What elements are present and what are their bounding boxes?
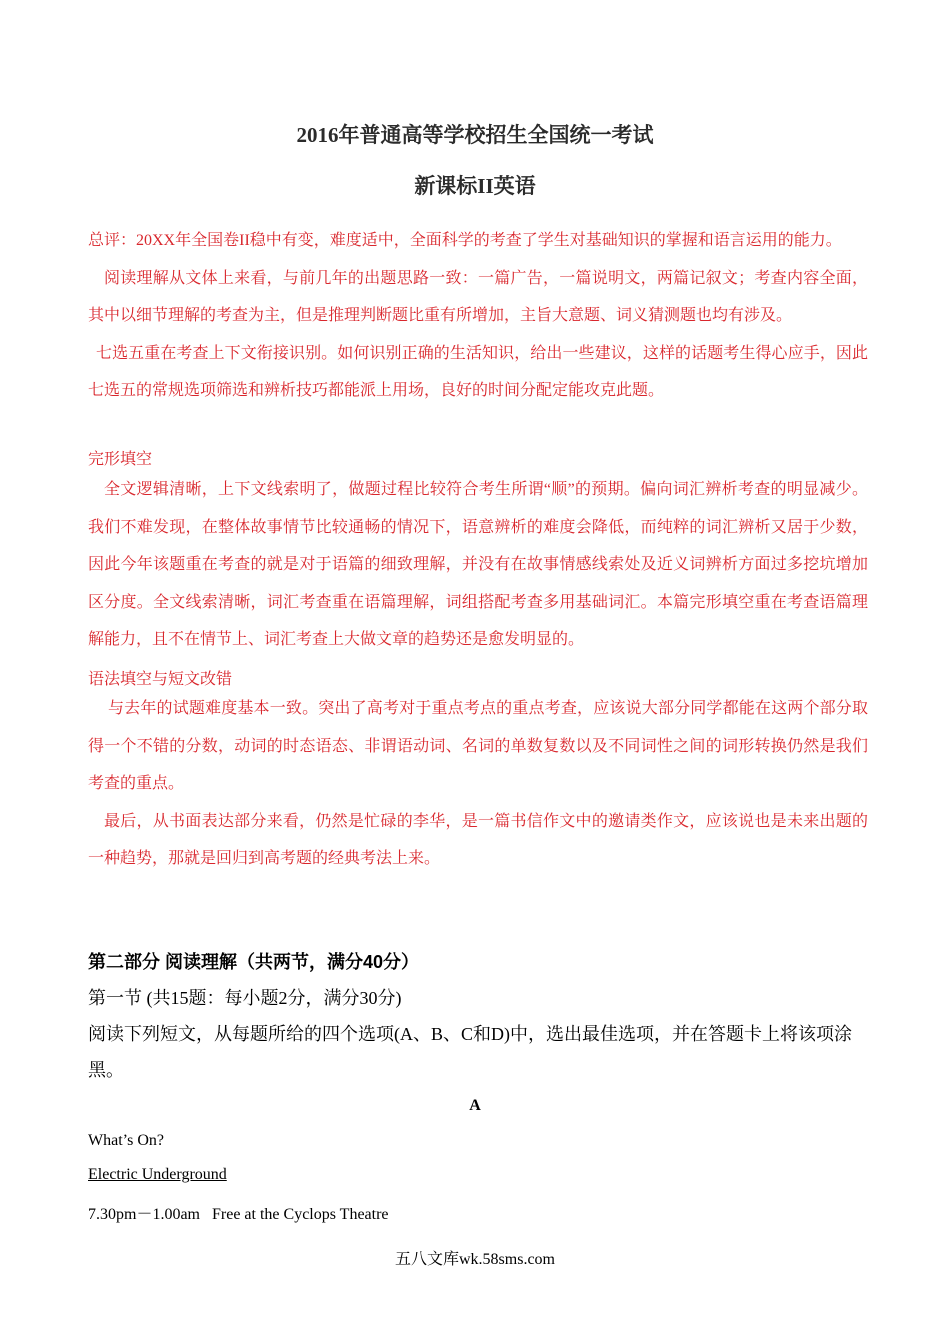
part-two-heading: 第二部分 阅读理解（共两节，满分40分） [88,952,420,972]
cloze-review-text: 全文逻辑清晰，上下文线索明了，做题过程比较符合考生所谓“顺”的预期。偏向词汇辨析考查的明显减少。我们不难发现，在整体故事情节比较通畅的情况下，语意辨析的难度会降低，而纯粹的词汇辨析又居于少数，因此今年该题重在考查的就是对于语篇的细致理解，并没有在故事情感线索处及近义词辨析方面过多挖坑增加区分度。全文线索清晰，词汇考查重在语篇理解，词组搭配考查多用基础词汇。本篇完形填空重在考查语篇理解能力，且不在情节上、词汇考查上大做文章的趋势还是愈发明显的。 [88,481,868,648]
whats-on-heading: What’s On? [88,1132,164,1149]
grammar-heading: 语法填空与短文改错 [88,671,233,688]
writing-review-text: 最后，从书面表达部分来看，仍然是忙碌的李华，是一篇书信作文中的邀请类作文，应该说也是未来出题的一种趋势，那就是回归到高考题的经典考法上来。 [88,812,868,867]
review-seven-choose-five: 七选五重在考查上下文衔接识别。如何识别正确的生活知识，给出一些建议，这样的话题考生得心应手，因此七选五的常规选项筛选和辨析技巧都能派上用场，良好的时间分配定能攻克此题。 [88,344,868,399]
review-block-1 [88,222,868,410]
review-summary: 总评：20XX年全国卷II稳中有变，难度适中，全面科学的考查了学生对基础知识的掌握和语言运用的能力。 [88,232,842,249]
cloze-heading: 完形填空 [88,451,153,468]
grammar-review-text: 与去年的试题难度基本一致。突出了高考对于重点考点的重点考查，应该说大部分同学都能在这两个部分取得一个不错的分数，动词的时态语态、非谓语动词、名词的单数复数以及不同词性之间的词形转换仍然是我们考查的重点。 [88,700,868,792]
instructions: 阅读下列短文，从每题所给的四个选项(A、B、C和D)中，选出最佳选项，并在答题卡上将该项涂黑。 [88,1024,852,1080]
document-title: 2016年普通高等学校招生全国统一考试 [296,123,654,147]
review-reading: 阅读理解从文体上来看，与前几年的出题思路一致：一篇广告，一篇说明文，两篇记叙文；考查内容全面，其中以细节理解的考查为主，但是推理判断题比重有所增加，主旨大意题、词义猜测题也均有涉及。 [88,269,868,324]
grammar-review [88,690,868,878]
cloze-review [88,471,868,659]
section-one-label: 第一节 (共15题：每小题2分，满分30分) [88,988,402,1008]
document-subtitle: 新课标II英语 [414,174,536,198]
passage-letter: A [469,1097,481,1114]
event-name: Electric Underground [88,1166,227,1183]
footer-site: 五八文库wk.58sms.com [394,1251,555,1268]
event-time: 7.30pm－1.00am Free at the Cyclops Theatre [88,1206,389,1223]
